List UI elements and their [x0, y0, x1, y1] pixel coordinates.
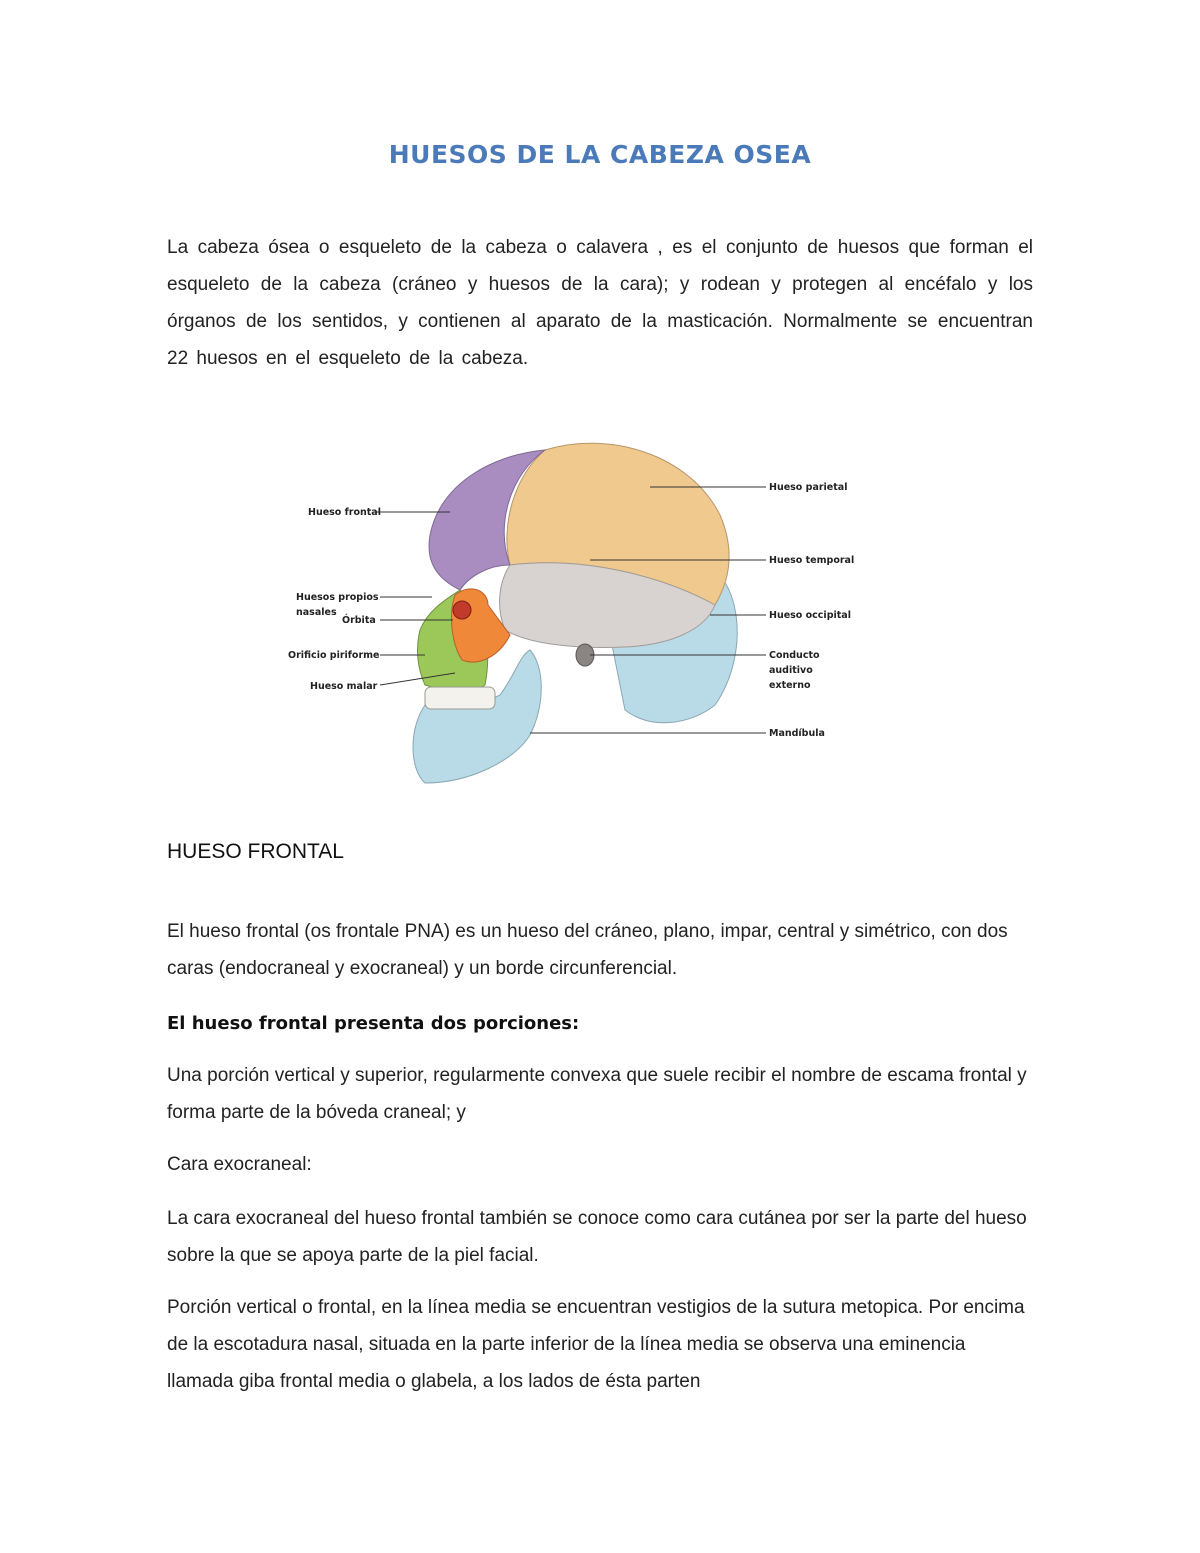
label-nasales: nasales	[296, 607, 337, 618]
label-orificio-piriforme: Orificio piriforme	[288, 650, 380, 661]
paragraph-1: El hueso frontal (os frontale PNA) es un hueso del cráneo, plano, impar, central y simétrico, con dos caras (endocraneal y exocraneal) y un borde circunferencial.	[167, 921, 1008, 979]
teeth-row	[425, 687, 495, 709]
paragraph-3: Una porción vertical y superior, regularmente convexa que suele recibir el nombre de escama frontal y forma parte de la bóveda craneal; y	[167, 1065, 1027, 1123]
skull-illustration	[170, 405, 1000, 795]
label-hueso-malar: Hueso malar	[310, 681, 378, 692]
paragraph-6: Porción vertical o frontal, en la línea media se encuentran vestigios de la sutura metopica. Por encima de la escotadura nasal, situada en la parte inferior de la línea media se observa una eminencia llamada giba frontal media o glabela, a los lados de ésta parten	[167, 1297, 1025, 1392]
orbit-hole	[453, 601, 471, 619]
label-mandibula: Mandíbula	[769, 728, 825, 739]
label-hueso-parietal: Hueso parietal	[769, 482, 848, 493]
intro-paragraph: La cabeza ósea o esqueleto de la cabeza o calavera , es el conjunto de huesos que forman el esqueleto de la cabeza (cráneo y huesos de la cara); y rodean y protegen al encéfalo y los órganos de los sentidos, y contienen al aparato de la masticación. Normalmente se encuentran 22 huesos en el esqueleto de la cabeza.	[167, 237, 1033, 369]
label-hueso-frontal: Hueso frontal	[308, 507, 381, 518]
label-hueso-temporal: Hueso temporal	[769, 555, 855, 566]
paragraph-4: Cara exocraneal:	[167, 1154, 312, 1175]
label-conducto: Conducto	[769, 650, 820, 661]
label-auditivo: auditivo	[769, 665, 813, 676]
document-title: HUESOS DE LA CABEZA OSEA	[388, 140, 812, 169]
section-heading: HUESO FRONTAL	[167, 840, 344, 863]
paragraph-5: La cara exocraneal del hueso frontal también se conoce como cara cutánea por ser la parte del hueso sobre la que se apoya parte de la piel facial.	[167, 1208, 1027, 1266]
skull-figure	[170, 405, 1000, 795]
label-hueso-occipital: Hueso occipital	[769, 610, 851, 621]
label-orbita: Órbita	[342, 615, 376, 626]
paragraph-2-bold: El hueso frontal presenta dos porciones:	[167, 1013, 580, 1034]
label-huesos-propios: Huesos propios	[296, 592, 379, 603]
label-externo: externo	[769, 680, 811, 691]
